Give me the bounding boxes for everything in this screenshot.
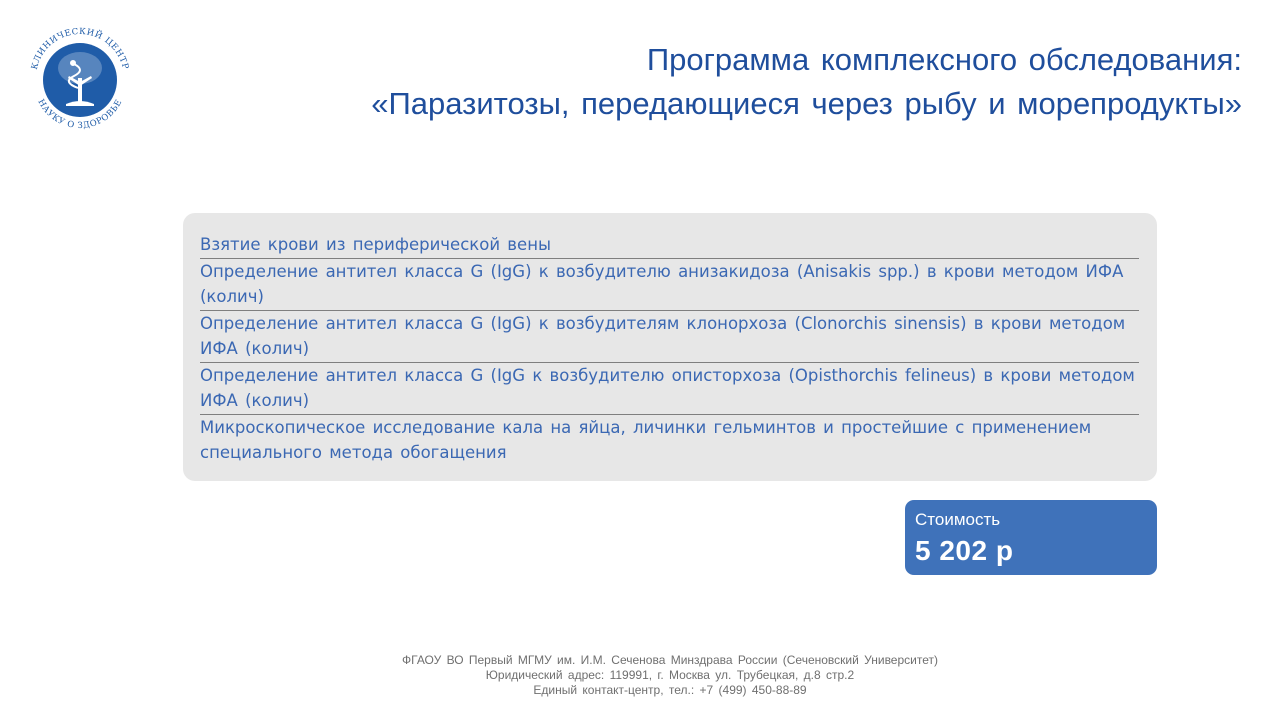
services-panel [183,213,1157,481]
price-label: Стоимость [915,510,1001,529]
title-line-2: «Паразитозы, передающиеся через рыбу и морепродукты» [371,86,1242,121]
footer-org: ФГАОУ ВО Первый МГМУ им. И.М. Сеченова Минздрава России (Сеченовский Университет) [402,653,938,667]
footer [340,653,1000,698]
service-item: Микроскопическое исследование кала на яйца, личинки гельминтов и простейшие с применением специального метода обогащения [200,418,1092,462]
service-item: Определение антител класса G (IgG) к возбудителю анизакидоза (Anisakis spp.) в крови методом ИФА (колич) [200,259,1139,311]
price-box [905,500,1157,575]
footer-address: Юридический адрес: 119991, г. Москва ул. Трубецкая, д.8 стр.2 [485,668,855,682]
title-line-1: Программа комплексного обследования: [646,42,1242,77]
service-item: Определение антител класса G (IgG) к возбудителям клонорхоза (Clonorchis sinensis) в крови методом ИФА (колич) [200,311,1139,363]
page-title [371,38,1242,126]
services-list [200,232,1139,466]
logo-top-text: КЛИНИЧЕСКИЙ ЦЕНТР [29,26,131,71]
service-item: Определение антител класса G (IgG к возбудителю описторхоза (Opisthorchis felineus) в крови методом ИФА (колич) [200,363,1139,415]
service-item: Взятие крови из периферической вены [200,232,1139,259]
price-value: 5 202 р [915,535,1014,566]
clinic-logo [22,20,138,136]
footer-contact: Единый контакт-центр, тел.: +7 (499) 450-88-89 [533,683,807,697]
logo-bottom-text: НАУКУ О ЗДОРОВЬЕ [35,97,125,132]
